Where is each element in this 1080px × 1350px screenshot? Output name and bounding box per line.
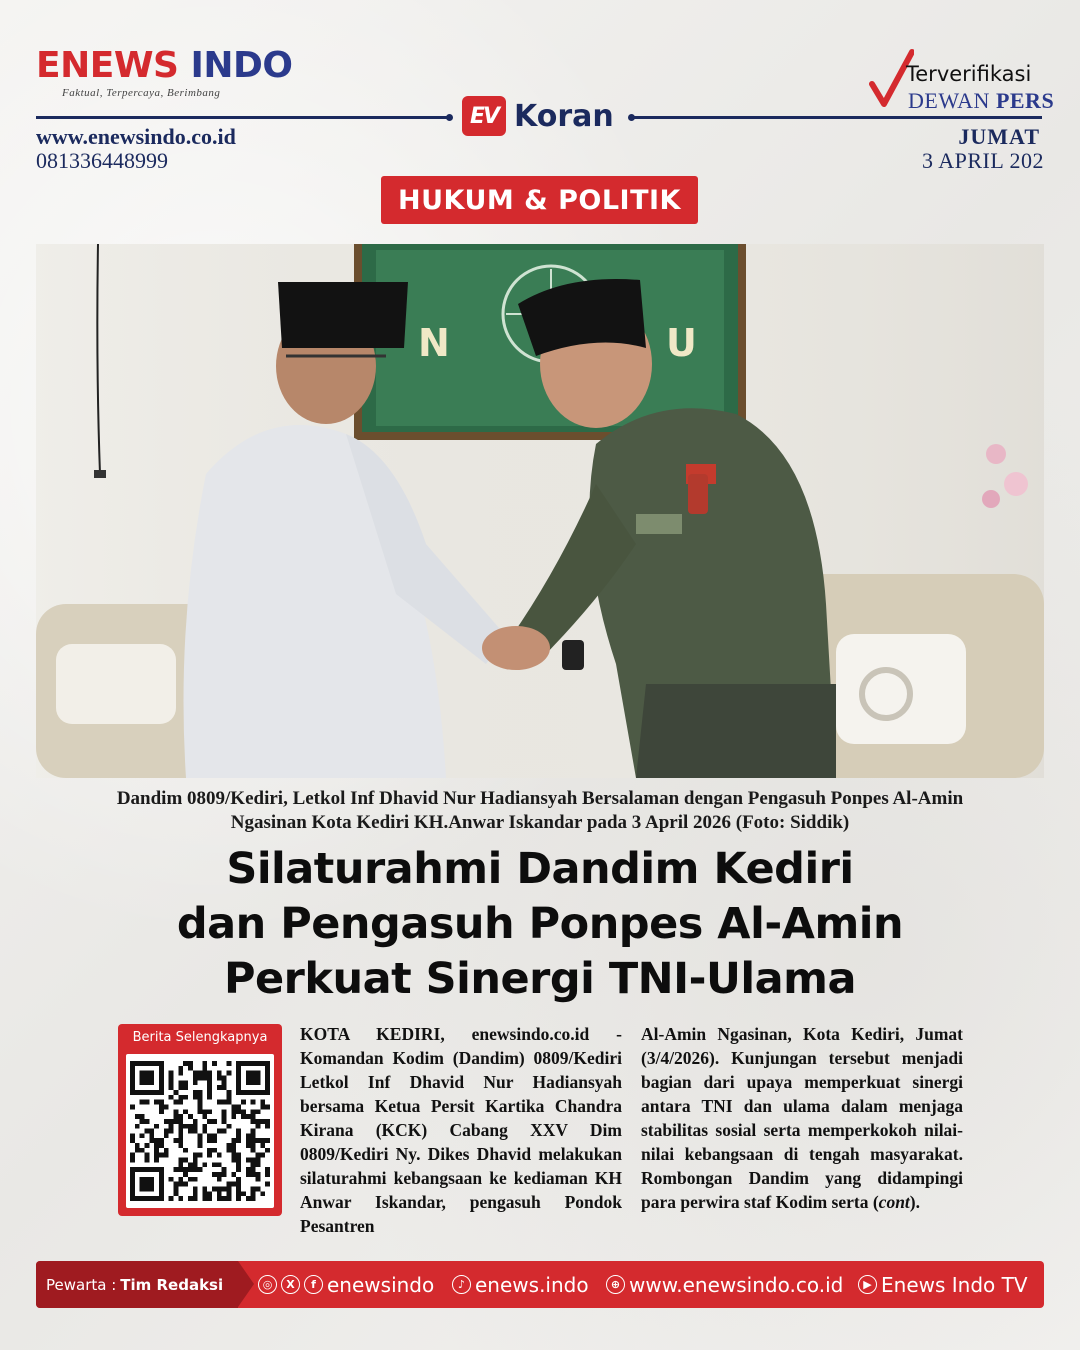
qr-card[interactable] [118, 1024, 282, 1216]
article-headline[interactable] [36, 842, 1044, 1007]
social-handle[interactable]: enewsindo [327, 1272, 435, 1297]
youtube-channel[interactable]: Enews Indo TV [881, 1272, 1028, 1297]
website-link[interactable] [606, 1261, 843, 1308]
footer-website[interactable]: www.enewsindo.co.id [629, 1272, 844, 1297]
edition-date: 3 APRIL 202 [921, 148, 1044, 173]
tiktok-icon[interactable]: ♪ [452, 1275, 471, 1294]
header-divider-right [632, 116, 1042, 119]
press-council-label [908, 88, 1054, 114]
reporter-credit [36, 1261, 238, 1308]
reporter-label: Pewarta : [46, 1275, 117, 1294]
brand-name-part2: INDO [190, 45, 293, 86]
phone-number: 081336448999 [36, 148, 168, 173]
edition-badge [462, 96, 614, 136]
globe-icon[interactable]: ⊕ [606, 1275, 625, 1294]
edition-day: JUMAT [958, 124, 1040, 149]
ev-logo-icon: EV [462, 96, 506, 136]
tiktok-handle[interactable]: enews.indo [475, 1272, 589, 1297]
header-divider-dot-left [446, 114, 453, 121]
photo-illustration [36, 244, 1044, 778]
headline-line3: Perkuat Sinergi TNI-Ulama [224, 954, 856, 1004]
press-council-word1: DEWAN [908, 88, 990, 113]
photo-caption [36, 787, 1044, 835]
brand-tagline: Faktual, Terpercaya, Berimbang [62, 87, 221, 99]
header-divider-left [36, 116, 452, 119]
article-column-2 [641, 1022, 963, 1214]
qr-code-graphic [130, 1061, 270, 1201]
header-divider-dot-right [628, 114, 635, 121]
edition-label: Koran [514, 98, 614, 134]
instagram-icon[interactable]: ◎ [258, 1275, 277, 1294]
youtube-icon[interactable]: ▶ [858, 1275, 877, 1294]
photo-caption-line1: Dandim 0809/Kediri, Letkol Inf Dhavid Nur Hadiansyah Bersalaman dengan Pengasuh Ponpes Al-Amin [116, 788, 964, 809]
tiktok-link[interactable] [452, 1261, 589, 1308]
facebook-icon[interactable]: f [304, 1275, 323, 1294]
headline-line1: Silaturahmi Dandim Kediri [226, 844, 854, 894]
article-column-2-text: Al-Amin Ngasinan, Kota Kediri, Jumat (3/4/2026). Kunjungan tersebut menjadi bagian dari upaya memperkuat sinergi antara TNI dan ulama dalam menjaga stabilitas sosial serta memperkokoh nilai-nilai kebangsaan di tengah masyarakat. Rombongan Dandim yang didampingi para perwira staf Kodim serta ( [641, 1024, 963, 1212]
category-badge[interactable]: HUKUM & POLITIK [381, 176, 698, 224]
brand-logo[interactable] [36, 45, 293, 86]
website-url[interactable]: www.enewsindo.co.id [36, 124, 236, 149]
verified-label: Terverifikasi [906, 62, 1032, 86]
qr-code-icon[interactable] [126, 1054, 274, 1208]
youtube-link[interactable] [858, 1261, 1028, 1308]
article-continued-mark: cont [878, 1192, 910, 1212]
reporter-credit-arrow [238, 1261, 254, 1307]
reporter-name: Tim Redaksi [120, 1275, 224, 1294]
press-council-word2: PERS [995, 88, 1055, 113]
qr-label: Berita Selengkapnya [132, 1030, 268, 1045]
footer-bar [36, 1261, 1044, 1308]
article-column-1: KOTA KEDIRI, enewsindo.co.id - Komandan Kodim (Dandim) 0809/Kediri Letkol Inf Dhavid Nur Hadiansyah bersama Ketua Persit Kartika Chandra Kirana (KCK) Cabang XXV Dim 0809/Kediri Ny. Dikes Dhavid melakukan silaturahmi kebangsaan ke kediaman KH Anwar Iskandar, pengasuh Pondok Pesantren [300, 1024, 622, 1236]
brand-name-part1: ENEWS [36, 45, 179, 86]
photo-caption-line2: Ngasinan Kota Kediri KH.Anwar Iskandar pada 3 April 2026 (Foto: Siddik) [230, 812, 850, 833]
x-icon[interactable]: X [281, 1275, 300, 1294]
headline-line2: dan Pengasuh Ponpes Al-Amin [176, 899, 904, 949]
article-column-2-end: ). [909, 1192, 920, 1212]
banner-letter-n: N [418, 321, 450, 365]
news-photo [36, 244, 1044, 778]
banner-letter-u: U [666, 321, 697, 365]
social-links[interactable] [258, 1261, 434, 1308]
